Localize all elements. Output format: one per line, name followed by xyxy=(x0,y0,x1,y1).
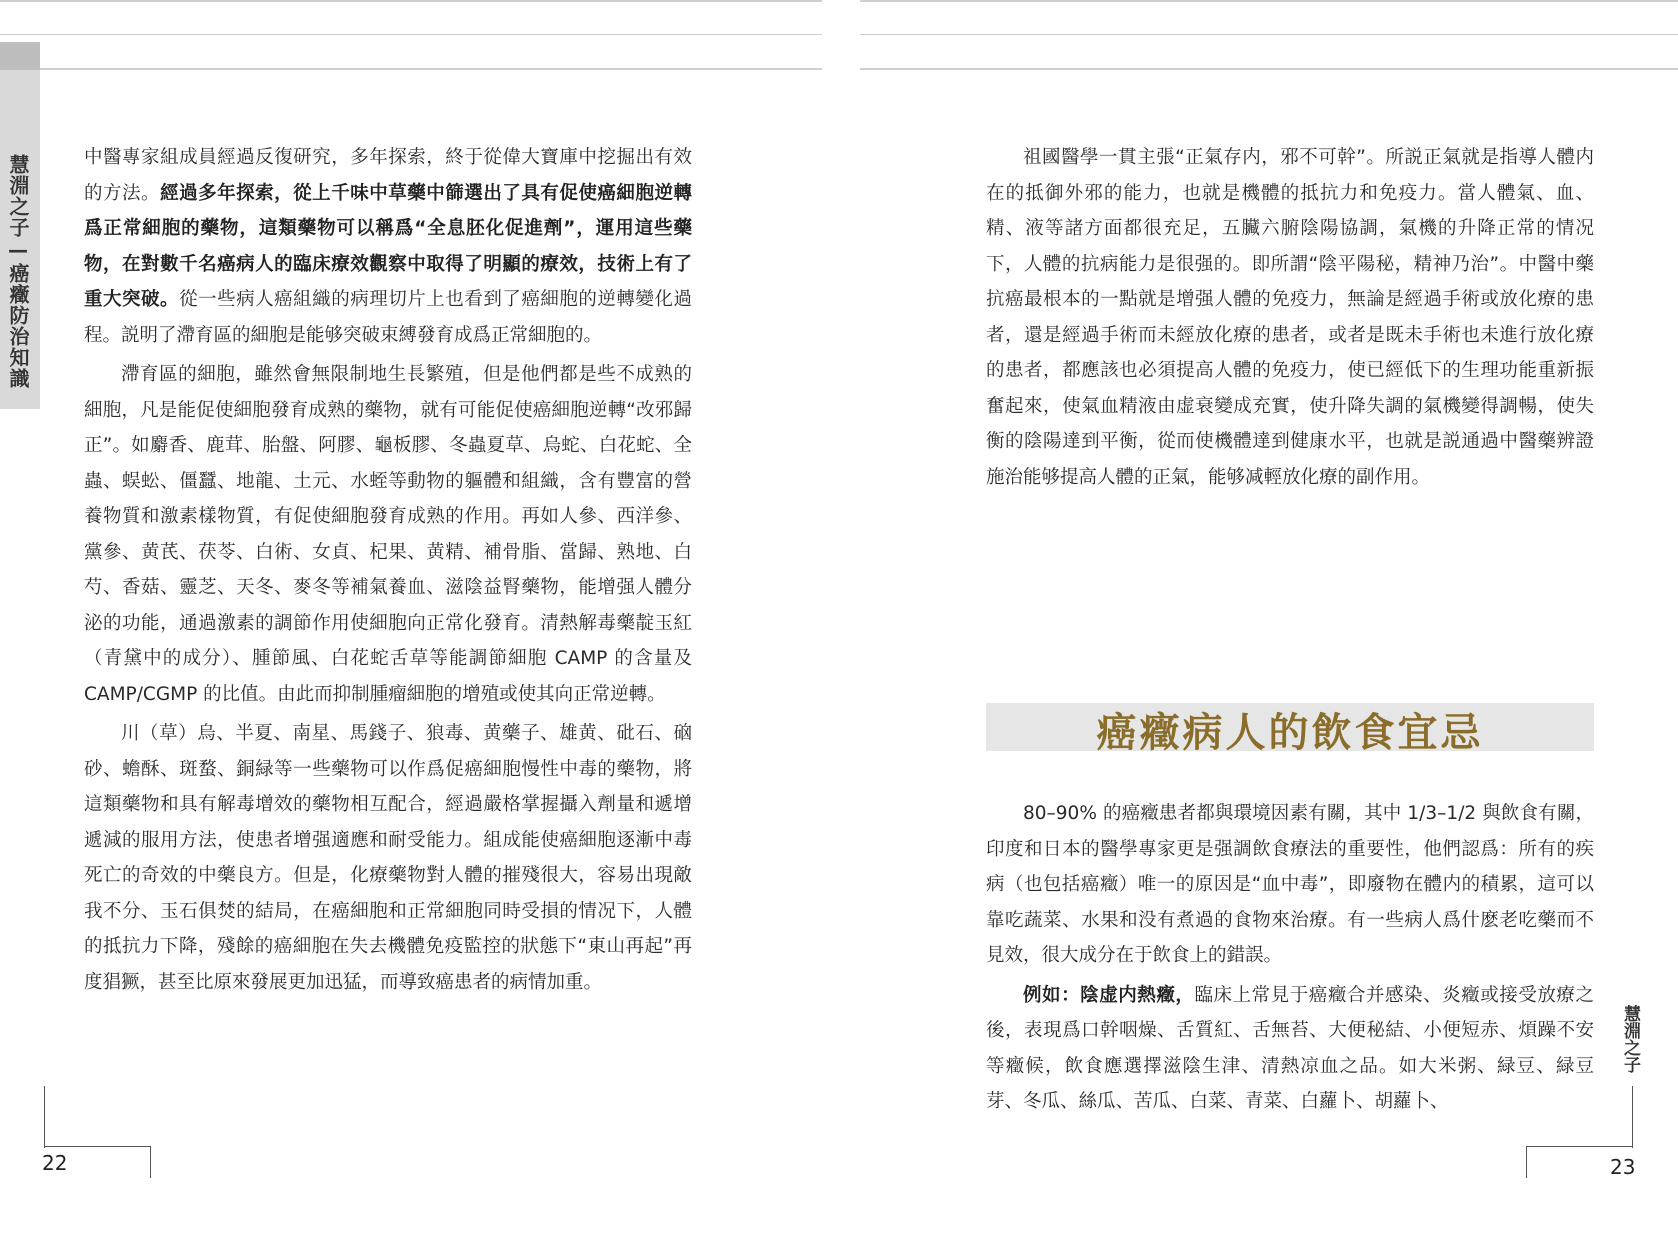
spine-title-left: 慧淵之子—癌癥防治知識 xyxy=(6,154,30,389)
right-page-body-top xyxy=(986,140,1594,495)
right-page-body-bottom xyxy=(986,796,1594,1120)
corner-mark-right-h xyxy=(1526,1146,1632,1147)
paragraph: 祖國醫學一貫主張“正氣存内，邪不可幹”。所説正氣就是指導人體内在的抵御外邪的能力，也就是機體的抵抗力和免疫力。當人體氣、血、精、液等諸方面都很充足，五臟六腑陰陽協調，氣機的升降正常的情况下，人體的抗病能力是很强的。即所謂“陰平陽秘，精神乃治”。中醫中藥抗癌最根本的一點就是增强人體的免疫力，無論是經過手術或放化療的患者，還是經過手術而未經放化療的患者，或者是既未手術也未進行放化療的患者，都應該也必須提高人體的免疫力，使已經低下的生理功能重新振奮起來，使氣血精液由虚衰變成充實，使升降失調的氣機變得調暢，使失衡的陰陽達到平衡，從而使機體達到健康水平，也就是説通過中醫藥辨證施治能够提高人體的正氣，能够减輕放化療的副作用。 xyxy=(986,147,1594,488)
page-number-right: 23 xyxy=(1610,1155,1636,1179)
corner-mark-left-v2 xyxy=(150,1146,151,1178)
text-run: 臨床上常見于癌癥合并感染、炎癥或接受放療之後，表現爲口幹咽燥、舌質紅、舌無苔、大便秘結、小便短赤、煩躁不安等癥候，飲食應選擇滋陰生津、清熱凉血之品。如大米粥、緑豆、緑豆芽、冬瓜、絲瓜、苦瓜、白菜、青菜、白蘿卜、胡蘿卜、 xyxy=(986,984,1594,1112)
paragraph: 川（草）烏、半夏、南星、馬錢子、狼毒、黄藥子、雄黄、砒石、硇砂、蟾酥、斑蝥、銅緑等一些藥物可以作爲促癌細胞慢性中毒的藥物，將這類藥物和具有解毒增效的藥物相互配合，經過嚴格掌握攝入劑量和遞增遞減的服用方法，使患者增强適應和耐受能力。組成能使癌細胞逐漸中毒死亡的奇效的中藥良方。但是，化療藥物對人體的摧殘很大，容易出現敵我不分、玉石俱焚的結局，在癌細胞和正常細胞同時受損的情况下，人體的抵抗力下降，殘餘的癌細胞在失去機體免疫監控的狀態下“東山再起”再度猖獗，甚至比原來發展更加迅猛，而導致癌患者的病情加重。 xyxy=(84,723,692,993)
spine-tab-block xyxy=(0,42,40,70)
text-run: 從一些病人癌組織的病理切片上也看到了癌細胞的逆轉變化過程。説明了滯育區的細胞是能够突破束縛發育成爲正常細胞的。 xyxy=(84,289,692,346)
top-rule-left xyxy=(0,0,822,2)
corner-mark-right-v2 xyxy=(1526,1146,1527,1178)
header-rule-left xyxy=(40,68,822,70)
section-heading-text: 癌癥病人的飲食宜忌 xyxy=(1096,709,1484,756)
top-rule-left-2 xyxy=(0,34,822,35)
paragraph xyxy=(986,978,1594,1120)
spine-title-right: 慧淵之子 xyxy=(1620,1005,1640,1073)
corner-mark-left-h xyxy=(44,1146,150,1147)
bold-text-run: 例如：陰虚内熱癥， xyxy=(1023,984,1195,1006)
page-number-left: 22 xyxy=(42,1151,68,1175)
paragraph xyxy=(84,140,692,353)
section-heading xyxy=(986,703,1594,756)
header-rule-right xyxy=(860,68,1678,70)
text-run: 中醫專家組成員經過反復研究，多年探索，終于從偉大寶庫中挖掘出有效的方法。 xyxy=(84,147,692,204)
top-rule-right xyxy=(860,0,1678,2)
corner-mark-right-v xyxy=(1632,1086,1633,1148)
paragraph: 80–90% 的癌癥患者都與環境因素有關，其中 1/3–1/2 與飲食有關，印度和日本的醫學專家更是强調飲食療法的重要性，他們認爲：所有的疾病（也包括癌癥）唯一的原因是“血中毒”，即廢物在體内的積累，這可以靠吃蔬菜、水果和没有煮過的食物來治療。有一些病人爲什麽老吃藥而不見效，很大成分在于飲食上的錯誤。 xyxy=(986,803,1594,966)
bold-text-run: 經過多年探索，從上千味中草藥中篩選出了具有促使癌細胞逆轉爲正常細胞的藥物，這類藥物可以稱爲“全息胚化促進劑”，運用這些藥物，在對數千名癌病人的臨床療效觀察中取得了明顯的療效，技術上有了重大突破。 xyxy=(84,182,692,310)
corner-mark-left-v xyxy=(44,1086,45,1148)
paragraph: 滯育區的細胞，雖然會無限制地生長繁殖，但是他們都是些不成熟的細胞，凡是能促使細胞發育成熟的藥物，就有可能促使癌細胞逆轉“改邪歸正”。如麝香、鹿茸、胎盤、阿膠、龜板膠、冬蟲夏草、烏蛇、白花蛇、全蟲、蜈蚣、僵蠶、地龍、土元、水蛭等動物的軀體和組織，含有豐富的營養物質和激素樣物質，有促使細胞發育成熟的作用。再如人參、西洋參、黨參、黄芪、茯苓、白術、女貞、杞果、黄精、補骨脂、當歸、熟地、白芍、香菇、靈芝、天冬、麥冬等補氣養血、滋陰益腎藥物，能增强人體分泌的功能，通過激素的調節作用使細胞向正常化發育。清熱解毒藥靛玉紅（青黛中的成分）、腫節風、白花蛇舌草等能調節細胞 CAMP 的含量及 CAMP/CGMP 的比值。由此而抑制腫瘤細胞的增殖或使其向正常逆轉。 xyxy=(84,364,692,705)
left-page-body xyxy=(84,140,692,1000)
top-rule-right-2 xyxy=(860,34,1678,35)
